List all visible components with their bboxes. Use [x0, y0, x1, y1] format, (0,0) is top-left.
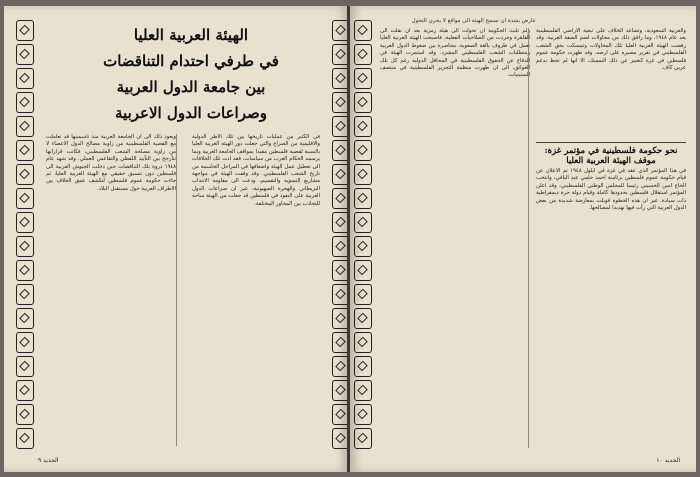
paragraph: في الكثير من عمليات تاريخها بين تلك الاطر الدولية والاقليمية من الصراع والتي جعلت دور الهيئة العربية العليا بالنسبة لقضية فلسطين مقيدا بمواقف الجامعة العربية وبما يرسمه الحكام العرب من سياسات، فقد ادت تلك الخلافات الى تعطيل عمل الهيئة واضعافها في المراحل الحاسمة من تاريخ الشعب الفلسطيني. وقد وقفت الهيئة في مواجهة مشاريع التسوية والتقسيم، ودعت الى مقاومة الانتداب البريطاني والهجرة الصهيونية، غير ان صراعات الدول العربية على النفوذ في فلسطين قد جعلت من الهيئة ساحة للتجاذب بين المحاور المختلفة.: [192, 134, 320, 207]
page-folio: الجديد ٩: [38, 457, 59, 464]
column-divider: [176, 134, 177, 446]
title-line-4: وصراعات الدول الاعربية: [115, 104, 267, 122]
paragraph: ولم تلبث الحكومة ان تحولت الى هيئة رمزية بعد ان نقلت الى القاهرة وجردت من الصلاحيات الفعلية، فاصبحت الهيئة العربية العليا تعمل في ظروف بالغة الصعوبة، محاصرة بين ضغوط الدول العربية ومتطلبات الشعب الفلسطيني المشرد. وقد استمرت الهيئة في الدفاع عن الحقوق الفلسطينية في المحافل الدولية رغم كل تلك العوائق، الى ان ظهرت منظمة التحرير الفلسطينية في منتصف الستينيات.: [380, 28, 530, 79]
section-rule: [536, 142, 686, 143]
ornamental-border-left: [14, 20, 36, 452]
right-page: [350, 6, 696, 472]
left-page-column-left: [46, 134, 176, 449]
paragraph: والعربية السعودية، وتصاعد الخلاف على تبعية الاراضي الفلسطينية بعد عام ١٩٤٨، وما رافق ذلك من محاولات لضم الضفة الغربية، وقد رفضت الهيئة العربية العليا تلك المحاولات وتمسكت بحق الشعب الفلسطيني في تقرير مصيره على ارضه. وقد ظهرت حكومة عموم فلسطين في غزة كتعبير عن ذلك التمسك، الا انها لم تحظ بدعم عربي كاف.: [536, 28, 686, 72]
paragraph: في هذا المؤتمر الذي عقد في غزة في ايلول ١٩٤٨ تم الاعلان عن قيام حكومة عموم فلسطين برئاسة احمد حلمي عبد الباقي، وانتخب الحاج امين الحسيني رئيسا للمجلس الوطني الفلسطيني، وقد اعلن المؤتمر استقلال فلسطين بحدودها كاملة وقيام دولة حرة ديمقراطية ذات سيادة. غير ان هذه الخطوة قوبلت بمعارضة شديدة من بعض الدول العربية التي رأت فيها تهديدا لمصالحها.: [536, 168, 686, 212]
ornamental-border-inner: [352, 20, 374, 452]
magazine-spread: [4, 6, 696, 472]
right-page-column-right: [536, 168, 686, 448]
title-line-2: في طرفي احتدام التناقضات: [103, 52, 279, 70]
title-line-3: بين جامعة الدول العربية: [116, 78, 266, 96]
title-line-1: الهيئة العربية العليا: [133, 26, 249, 44]
left-page: [4, 6, 348, 472]
article-title: [56, 22, 326, 126]
left-page-column-right: [192, 134, 320, 449]
page-folio: الجديد ١٠: [656, 457, 680, 464]
right-page-top-text: [536, 28, 686, 140]
paragraph: ويعود ذلك الى ان الجامعة العربية منذ تأسيسها قد تعاملت مع القضية الفلسطينية من زاوية مصالح الدول الاعضاء لا من زاوية مصلحة الشعب الفلسطيني، فكانت قراراتها تتأرجح بين التأييد اللفظي والتقاعس العملي. وقد شهد عام ١٩٤٨ ذروة تلك التناقضات حين دخلت الجيوش العربية الى فلسطين دون تنسيق حقيقي مع الهيئة العربية العليا، ثم جاءت حكومة عموم فلسطين لتكشف عمق الخلاف بين الاطراف العربية حول مستقبل البلاد.: [46, 134, 176, 192]
running-header: عارض بشدة ان تسمح الهيئة الى مواقع لا يجري التحول: [411, 18, 536, 24]
right-page-column-left: [380, 28, 530, 428]
ornamental-border-right: [330, 20, 348, 452]
column-divider: [528, 28, 529, 448]
section-heading: نحو حكومة فلسطينية في مؤتمر غزة: موقف الهيئة العربية العليا: [544, 146, 678, 166]
